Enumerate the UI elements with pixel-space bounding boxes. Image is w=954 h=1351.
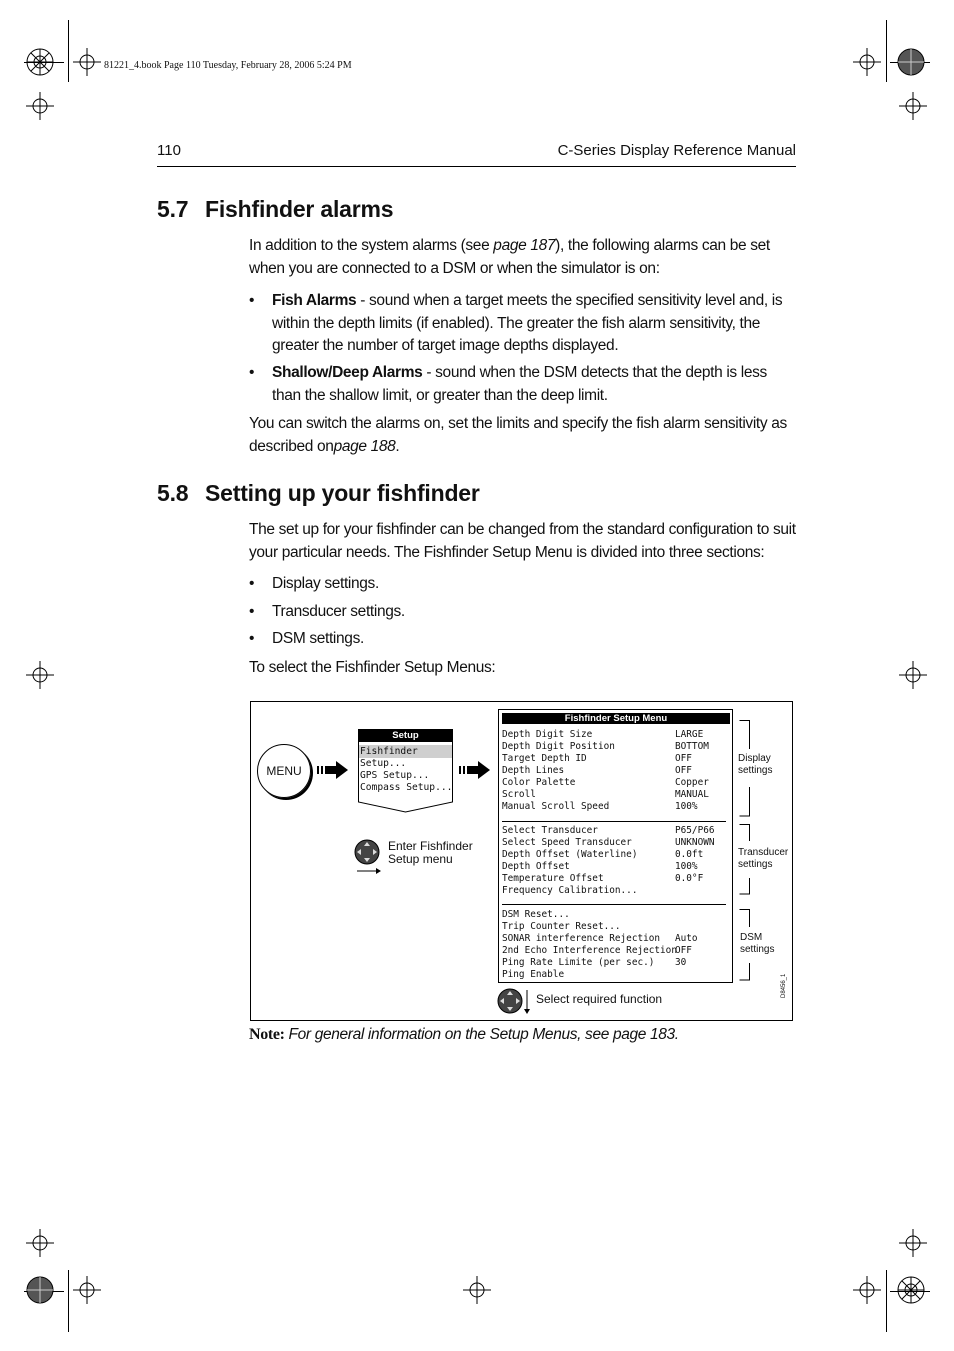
- manual-title: C-Series Display Reference Manual: [557, 142, 796, 159]
- bullet-dsm-settings: • DSM settings.: [249, 630, 364, 647]
- section-title: Fishfinder alarms: [205, 196, 394, 222]
- fishfinder-menu-title: Fishfinder Setup Menu: [502, 713, 730, 724]
- select-hint: Select required function: [536, 992, 663, 1006]
- label-transducer-settings: Transducer settings: [738, 847, 789, 870]
- setup-menu: [358, 729, 453, 811]
- section-5-8-intro: The set up for your fishfinder can be changed from the standard configuration to suit your particular needs. The Fishfinder Setup Menu is divided into three sections:: [249, 521, 796, 561]
- figure-id: D8456_1: [781, 973, 787, 998]
- bullet-shallow-deep-alarms: • Shallow/Deep Alarms - sound when the DSM detects that the depth is less than the shallow limit, or greater than the deep limit.: [249, 364, 767, 404]
- trackpad-icon: [354, 839, 382, 875]
- print-slug: 81221_4.book Page 110 Tuesday, February 28, 2006 5:24 PM: [104, 60, 352, 71]
- bullet-transducer-settings: • Transducer settings.: [249, 603, 405, 620]
- bullet-display-settings: • Display settings.: [249, 575, 379, 592]
- section-divider: [502, 821, 726, 822]
- setup-item-fishfinder[interactable]: Fishfinder Setup...: [360, 746, 418, 769]
- setup-menu-figure: [250, 701, 793, 1021]
- note-text: For general information on the Setup Menus, see page 183.: [288, 1026, 679, 1043]
- section-heading-5-8: [157, 480, 480, 507]
- bullet-fish-alarms: • Fish Alarms - sound when a target meets the specified sensitivity level and, is within the depth limits (if enabled). The greater the fish alarm sensitivity, the greater the number of target image depths displayed.: [249, 292, 783, 354]
- page-number: 110: [157, 142, 181, 159]
- section-number: 5.8: [157, 480, 189, 506]
- setup-item-gps[interactable]: GPS Setup...: [360, 770, 430, 781]
- setup-item-compass[interactable]: Compass Setup...: [360, 782, 453, 793]
- note-label: Note:: [249, 1026, 285, 1043]
- setup-menu-title: Setup: [358, 729, 453, 742]
- page-link-188[interactable]: page 188: [333, 437, 396, 455]
- section-divider: [502, 904, 726, 905]
- note: [249, 1026, 679, 1044]
- header-rule: [157, 166, 796, 167]
- page-link-187[interactable]: page 187: [493, 237, 556, 254]
- arrow-right-icon: [459, 760, 493, 780]
- section-5-7-outro: You can switch the alarms on, set the limits and specify the fish alarm sensitivity as described onpage 188.: [249, 415, 787, 455]
- menu-button[interactable]: MENU: [257, 744, 311, 798]
- section-title: Setting up your fishfinder: [205, 480, 480, 506]
- section-heading-5-7: [157, 196, 393, 223]
- section-5-7-intro: In addition to the system alarms (see page 187), the following alarms can be set when you are connected to a DSM or when the simulator is on:: [249, 237, 770, 277]
- procedure-lead: To select the Fishfinder Setup Menus:: [249, 659, 496, 676]
- enter-hint: Enter Fishfinder Setup menu: [388, 839, 473, 866]
- label-dsm-settings: DSM settings: [740, 932, 775, 955]
- section-number: 5.7: [157, 196, 189, 222]
- trackpad-up-down-icon: [497, 988, 531, 1016]
- arrow-right-icon: [317, 760, 351, 780]
- label-display-settings: Display settings: [738, 753, 773, 776]
- fishfinder-setup-menu: Fishfinder Setup Menu Depth Digit Size LARGE Depth Digit Position BOTTOM Target Depth ID OFF Depth Lines OFF Color Palette Copper Scroll MANUAL Manual Scroll Speed 100% Select Transducer P65/P66 Select Speed Transducer UNKNOWN Depth Offset (Waterline) 0.0ft Depth Offset 100% Temperature Offset 0.0°F Frequency Calibration... DSM Reset... Trip Counter Reset... SONAR interference Rejection Auto 2nd Echo Interference Rejection OFF Ping Rate Limite (per sec.) 30 Ping Enable: [498, 709, 733, 983]
